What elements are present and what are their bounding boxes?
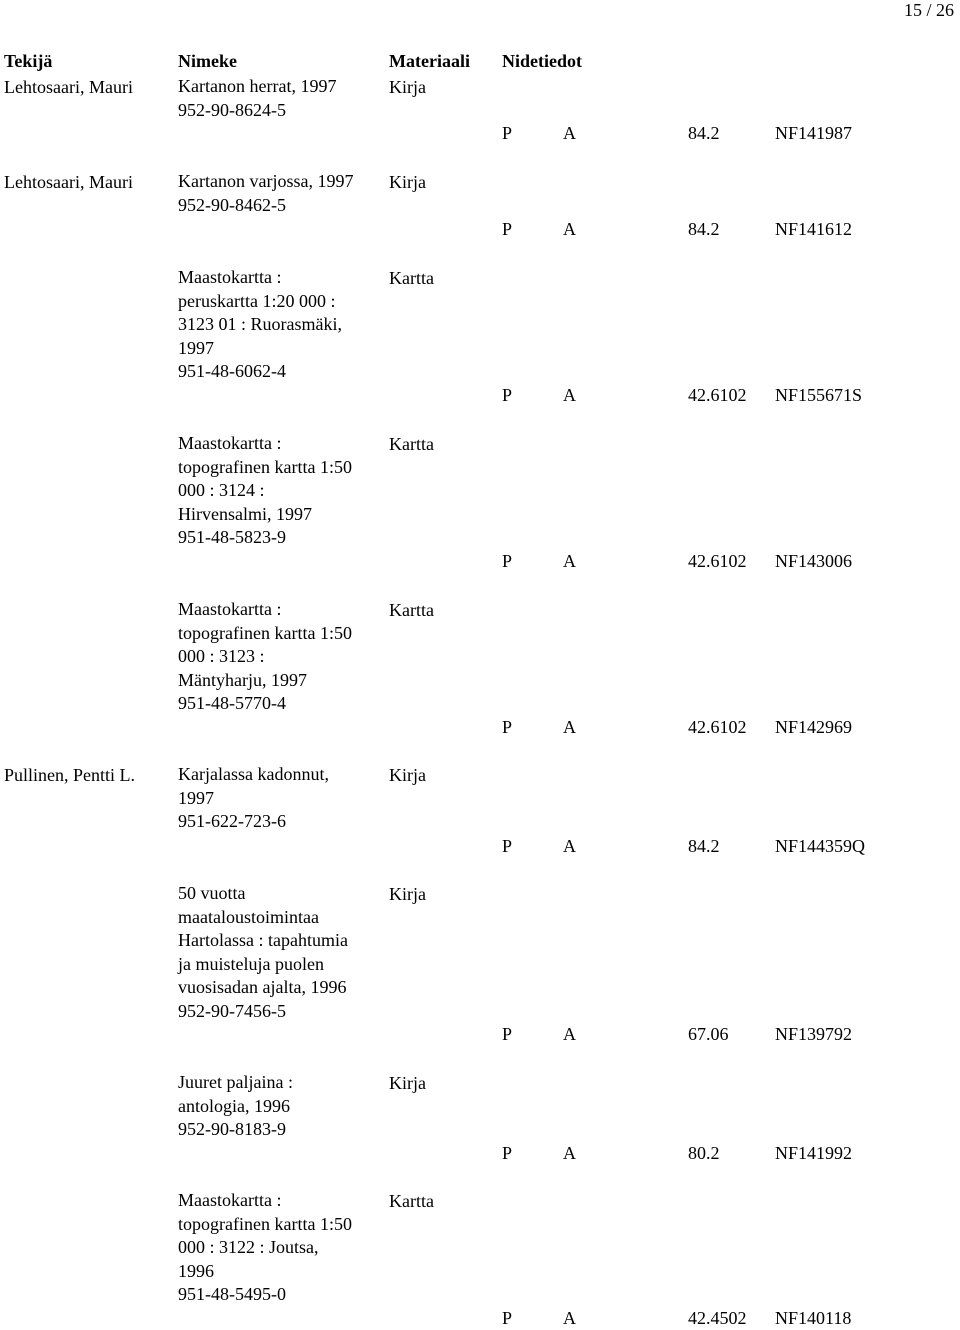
holding-item-id: NF144359Q (775, 836, 866, 856)
holding-classification: 42.4502 (688, 1308, 747, 1328)
holding-item-id: NF141987 (775, 123, 853, 143)
entry-title-line: 952-90-8624-5 (178, 99, 286, 120)
entry-material: Kirja (389, 884, 426, 904)
holding-status-p: P (502, 836, 513, 856)
holding-item-id: NF141612 (775, 219, 853, 239)
entry-material: Kartta (389, 600, 434, 620)
entry-title-line: 951-48-5823-9 (178, 527, 286, 547)
holding-classification: 67.06 (688, 1024, 729, 1044)
holding-status-p: P (502, 1308, 513, 1328)
column-header-material: Materiaali (389, 51, 470, 71)
holding-status-p: P (502, 219, 513, 239)
entry-title-line: Juuret paljaina : (178, 1072, 293, 1092)
entry-title-line: peruskartta 1:20 000 : (178, 290, 336, 311)
entry-title (178, 1189, 378, 1307)
holding-status-p: P (502, 385, 513, 405)
entry-title-line: Maastokartta : (178, 1190, 282, 1210)
holding-status-a: A (563, 1308, 576, 1328)
holding-status-p: P (502, 551, 513, 571)
column-header-author: Tekijä (4, 51, 53, 71)
entry-material: Kirja (389, 77, 426, 97)
column-header-holdings: Nidetiedot (502, 51, 582, 71)
holding-status-a: A (563, 123, 576, 143)
entry-author: Lehtosaari, Mauri (4, 77, 133, 97)
entry-title-line: 951-48-6062-4 (178, 361, 286, 381)
holding-item-id: NF142969 (775, 717, 853, 737)
holding-classification: 84.2 (688, 219, 720, 239)
entry-title-line: Maastokartta : (178, 433, 282, 453)
holding-status-a: A (563, 385, 576, 405)
column-header-title: Nimeke (178, 51, 237, 71)
entry-title (178, 75, 378, 122)
entry-title-line: Hartolassa : tapahtumia (178, 930, 348, 950)
entry-title-line: maataloustoimintaa (178, 906, 319, 927)
entry-material: Kartta (389, 1191, 434, 1211)
entry-material: Kirja (389, 172, 426, 192)
entry-title-line: 951-48-5495-0 (178, 1284, 286, 1304)
entry-title-line: vuosisadan ajalta, 1996 (178, 977, 347, 997)
entry-title-line: 000 : 3124 : (178, 480, 265, 500)
holding-status-p: P (502, 717, 513, 737)
entry-title-line: 1997 (178, 787, 214, 808)
entry-title-line: 952-90-8462-5 (178, 194, 286, 215)
entry-title-line: ja muisteluja puolen (178, 953, 324, 974)
entry-material: Kirja (389, 765, 426, 785)
page-number: 15 / 26 (903, 0, 954, 20)
entry-title-line: 000 : 3123 : (178, 646, 265, 666)
entry-title-line: Kartanon varjossa, 1997 (178, 171, 354, 191)
holding-item-id: NF143006 (775, 551, 853, 571)
holding-status-a: A (563, 1143, 576, 1163)
holding-status-a: A (563, 1024, 576, 1044)
entry-title-line: Hirvensalmi, 1997 (178, 503, 312, 524)
entry-material: Kartta (389, 268, 434, 288)
holding-status-a: A (563, 717, 576, 737)
entry-title (178, 1071, 378, 1142)
holding-item-id: NF141992 (775, 1143, 853, 1163)
entry-title (178, 882, 378, 1023)
holding-classification: 42.6102 (688, 385, 747, 405)
entry-title (178, 598, 378, 716)
entry-title-line: 951-622-723-6 (178, 811, 286, 831)
holding-classification: 42.6102 (688, 717, 747, 737)
entry-title-line: Mäntyharju, 1997 (178, 669, 307, 690)
entry-material: Kartta (389, 434, 434, 454)
holding-status-a: A (563, 836, 576, 856)
entry-title-line: 952-90-8183-9 (178, 1119, 286, 1139)
holding-status-p: P (502, 123, 513, 143)
entry-title-line: 1996 (178, 1260, 214, 1281)
entry-title (178, 432, 378, 550)
entry-title-line: 951-48-5770-4 (178, 693, 286, 713)
holding-status-a: A (563, 219, 576, 239)
entry-title-line: 50 vuotta (178, 883, 246, 903)
holding-item-id: NF139792 (775, 1024, 853, 1044)
entry-title-line: 1997 (178, 337, 214, 358)
entry-title (178, 266, 378, 384)
holding-item-id: NF155671S (775, 385, 863, 405)
entry-title-line: Maastokartta : (178, 267, 282, 287)
entry-title-line: topografinen kartta 1:50 (178, 1213, 352, 1234)
entry-material: Kirja (389, 1073, 426, 1093)
holding-classification: 80.2 (688, 1143, 720, 1163)
holding-status-p: P (502, 1143, 513, 1163)
holding-item-id: NF140118 (775, 1308, 852, 1328)
holding-status-p: P (502, 1024, 513, 1044)
holding-classification: 84.2 (688, 836, 720, 856)
entry-title-line: 3123 01 : Ruorasmäki, (178, 314, 342, 334)
entry-title-line: 952-90-7456-5 (178, 1000, 286, 1021)
entry-title (178, 763, 378, 834)
entry-title-line: Maastokartta : (178, 599, 282, 619)
entry-title (178, 170, 378, 217)
entry-title-line: topografinen kartta 1:50 (178, 456, 352, 477)
entry-title-line: antologia, 1996 (178, 1095, 290, 1116)
entry-author: Pullinen, Pentti L. (4, 765, 136, 785)
entry-title-line: Karjalassa kadonnut, (178, 764, 329, 784)
holding-classification: 84.2 (688, 123, 720, 143)
entry-title-line: topografinen kartta 1:50 (178, 622, 352, 643)
entry-title-line: 000 : 3122 : Joutsa, (178, 1237, 319, 1257)
entry-author: Lehtosaari, Mauri (4, 172, 133, 192)
entry-title-line: Kartanon herrat, 1997 (178, 76, 337, 96)
holding-status-a: A (563, 551, 576, 571)
holding-classification: 42.6102 (688, 551, 747, 571)
